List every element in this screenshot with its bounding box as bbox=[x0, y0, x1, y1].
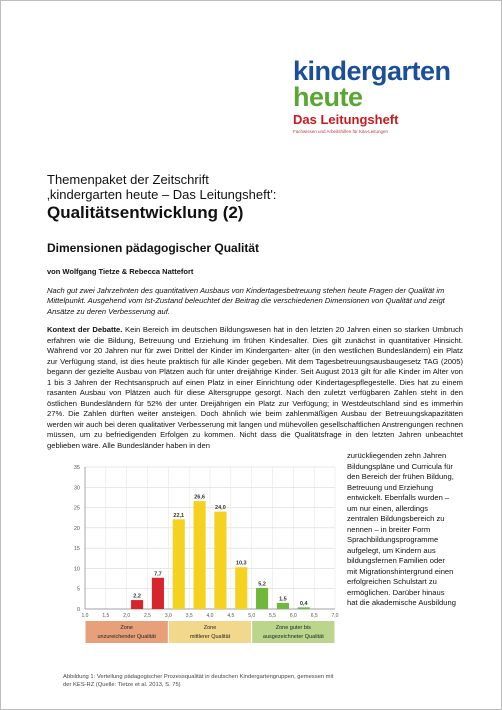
body-paragraph: Kein Bereich im deutschen Bildungswesen hat in den letzten 20 Jahren einen so starken Umbruch erfahren wie die Bildung, Betreuung und Erziehung im frühen Kindesalter. Dies gilt zunächst in quantitativer Hinsicht. Während vor 20 Jahren nur für zwei Drittel der Kinder im Kindergarten- alter (in den westlichen Bundesländern) ein Platz zur Verfügung stand, ist dies heute praktisch für alle Kinder gegeben. Mit dem Tagesbetreuungsausbaugesetz TAG (2005) begann der gezielte Ausbau von Plätzen auch für unter dreijährige Kinder. Seit August 2013 gilt für alle Kinder im Alter von 1 bis 3 Jahren der Rechtsanspruch auf einen Platz in einer Einrichtung oder Kindertagespflegestelle. Dies hat zu einem rasanten Ausbau von Plätzen auch für diese Altersgruppe gesorgt. Nach den zuletzt verfügbaren Zahlen steht in den östlichen Bundesländern für 52% der unter Dreijährigen ein Platz zur Verfügung; in Westdeutschland sind es immerhin 27%. Die Zahlen dürften weiter ansteigen. Doch ähnlich wie beim zahlenmäßigen Ausbau der Betreuungskapazitäten werden wir auch bei deren qualitativer Verbesserung mit langen und mühevollen gesellschaftlichen Anstrengungen rechnen müssen, um zu befriedigenden Erfolgen zu kommen. Nicht dass die Qualitätsfrage in den letzten Jahren unbeachtet geblieben wäre. Alle Bundesländer haben in den bbox=[47, 325, 463, 450]
bar-value-label: 7,7 bbox=[154, 571, 162, 578]
x-tick-label: 6,0 bbox=[289, 613, 297, 619]
bar bbox=[152, 578, 164, 609]
bar bbox=[277, 603, 289, 609]
x-tick-label: 3,0 bbox=[164, 613, 172, 619]
bar bbox=[256, 588, 268, 609]
zone-label: unzureichender Qualität bbox=[97, 634, 156, 640]
logo-tagline: Fachwissen und Arbeitshilfen für Kita-Leitungen bbox=[293, 129, 389, 134]
y-tick-label: 5 bbox=[76, 586, 80, 593]
x-tick-label: 2,5 bbox=[144, 613, 151, 619]
x-tick-label: 7,0 bbox=[331, 613, 339, 619]
zone-label: mittlerer Qualität bbox=[189, 634, 231, 640]
x-tick-label: 1,5 bbox=[102, 613, 110, 619]
bar bbox=[173, 519, 185, 609]
y-tick-label: 25 bbox=[73, 505, 80, 512]
bar-value-label: 2,2 bbox=[133, 593, 141, 600]
runin-heading: Kontext der Debatte. bbox=[47, 325, 123, 334]
bar-value-label: 0,4 bbox=[299, 600, 308, 607]
x-tick-label: 1,0 bbox=[81, 613, 89, 619]
x-tick-label: 6,5 bbox=[310, 613, 318, 619]
article-subtitle: Dimensionen pädagogischer Qualität bbox=[47, 241, 260, 255]
lead-paragraph: Nach gut zwei Jahrzehnten des quantitativen Ausbaus von Kindertagesbetreuung stehen heute Fragen der Qualität im Mittelpunkt. Ausgehend vom Ist-Zustand beleuchtet der Beitrag die verschiedenen Dimensionen von Qualität und zeigt Ansätze zu deren Verbesserung auf. bbox=[47, 286, 445, 316]
magazine-logo bbox=[293, 58, 453, 134]
bar-value-label: 10,3 bbox=[235, 560, 247, 567]
x-tick-label: 5,5 bbox=[269, 613, 276, 619]
bar bbox=[298, 607, 310, 609]
bar-value-label: 26,6 bbox=[194, 494, 205, 501]
body-text bbox=[47, 325, 463, 451]
bar bbox=[194, 501, 206, 609]
page-title: Qualitätsentwicklung (2) bbox=[47, 203, 244, 222]
authors: von Wolfgang Tietze & Rebecca Nattefort bbox=[47, 267, 194, 276]
y-tick-label: 0 bbox=[76, 607, 80, 613]
bar bbox=[235, 567, 247, 609]
bar-value-label: 1,5 bbox=[279, 596, 287, 603]
bar-value-label: 24,0 bbox=[215, 505, 226, 512]
x-tick-label: 4,0 bbox=[206, 613, 214, 619]
header-line1: Themenpaket der Zeitschrift bbox=[47, 172, 209, 187]
y-tick-label: 20 bbox=[73, 525, 80, 532]
bar bbox=[131, 600, 143, 609]
zone-label: Zone bbox=[120, 625, 133, 631]
logo-leitungsheft: Das Leitungsheft bbox=[293, 112, 399, 127]
bar-value-label: 22,1 bbox=[173, 512, 185, 519]
zone-label: ausgezeichneter Qualität bbox=[262, 634, 324, 640]
figure-caption: Abbildung 1: Verteilung pädagogischer Prozessqualität in deutschen Kindergartengruppen, gemessen mit der KES-RZ (Quelle: Tietze et al. 2013, S. 75) bbox=[63, 674, 334, 688]
x-tick-label: 3,5 bbox=[185, 613, 193, 619]
logo-heute: heute bbox=[293, 82, 363, 112]
y-tick-label: 10 bbox=[73, 566, 80, 573]
header-line2: ‚kindergarten heute – Das Leitungsheft': bbox=[47, 187, 277, 202]
distribution-chart bbox=[61, 461, 343, 661]
bar bbox=[214, 512, 226, 609]
zone-label: Zone bbox=[203, 625, 217, 631]
x-tick-label: 2,0 bbox=[123, 613, 131, 619]
y-tick-label: 30 bbox=[73, 485, 80, 492]
x-tick-label: 5,0 bbox=[248, 613, 256, 619]
zone-label: Zone guter bis bbox=[275, 625, 311, 631]
y-tick-label: 15 bbox=[73, 546, 80, 553]
x-tick-label: 4,5 bbox=[227, 613, 235, 619]
bar-value-label: 5,2 bbox=[258, 581, 266, 588]
logo-kindergarten: kindergarten bbox=[293, 56, 451, 86]
side-column-text: zurückliegenden zehn Jahren Bildungspläne und Curricula für den Bereich der frühen Bildung, Betreuung und Erziehung entwickelt. Ebenfalls wurden – um nur einen, allerdings zentralen Bildungsbereich zu nennen – in breiter Form Sprachbildungsprogramme aufgelegt, um Kindern aus bildungsfernen Familien oder mit Migrationshintergrund einen erfolgreichen Schulstart zu ermöglichen. Darüber hinaus hat die akademische Ausbildung bbox=[347, 451, 456, 607]
y-tick-label: 35 bbox=[73, 465, 80, 471]
